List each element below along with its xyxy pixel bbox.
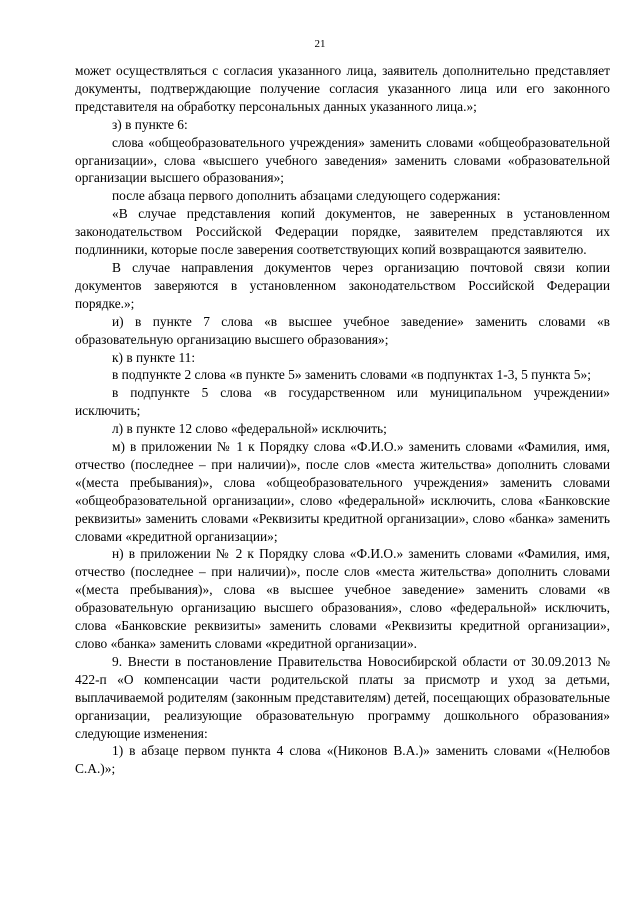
document-body: [75, 62, 610, 778]
paragraph: з) в пункте 6:: [112, 116, 188, 132]
paragraph: после абзаца первого дополнить абзацами следующего содержания:: [112, 188, 501, 204]
paragraph: 9. Внести в постановление Правительства Новосибирской области от 30.09.2013 № 422-п «О компенсации части родительской платы за присмотр и уход за детьми, выплачиваемой родителям (законным представителям) детей, посещающих образовательные организации, реализующие образовательную программу дошкольного образования» следующие изменения:: [75, 653, 610, 741]
paragraph: может осуществляться с согласия указанного лица, заявитель дополнительно представляет документы, подтверждающие получение согласия указанного лица или его законного представителя на обработку персональных данных указанного лица.»;: [75, 63, 610, 114]
paragraph: «В случае представления копий документов, не заверенных в установленном законодательством Российской Федерации порядке, заявителем представляются их подлинники, которые после заверения соответствующих копий возвращаются заявителю.: [75, 206, 610, 258]
paragraph: В случае направления документов через организацию почтовой связи копии документов заверяются в установленном законодательством Российской Федерации порядке.»;: [75, 259, 610, 311]
paragraph: и) в пункте 7 слова «в высшее учебное заведение» заменить словами «в образовательную организацию высшего образования»;: [75, 313, 610, 347]
paragraph: в подпункте 2 слова «в пункте 5» заменить словами «в подпунктах 1-3, 5 пункта 5»;: [112, 367, 591, 383]
page-number: 21: [314, 38, 326, 50]
paragraph: слова «общеобразовательного учреждения» заменить словами «общеобразовательной организации», слова «высшего учебного заведения» заменить словами «образовательной организации высшего образования»;: [75, 134, 610, 186]
paragraph: н) в приложении № 2 к Порядку слова «Ф.И.О.» заменить словами «Фамилия, имя, отчество (последнее – при наличии)», после слов «места жительства» дополнить словами «(места пребывания)», слова «в высшее учебное заведение» заменить словами «в образовательную организацию высшего образования», слово «федеральной» исключить, слова «Банковские реквизиты» заменить словами «Реквизиты кредитной организации», слово «банка» заменить словами «кредитной организации».: [75, 546, 610, 651]
paragraph: 1) в абзаце первом пункта 4 слова «(Никонов В.А.)» заменить словами «(Нелюбов С.А.)»;: [75, 743, 610, 777]
paragraph: м) в приложении № 1 к Порядку слова «Ф.И.О.» заменить словами «Фамилия, имя, отчество (последнее – при наличии)», после слов «места жительства» дополнить словами «(места пребывания)», слова «общеобразовательного учреждения» заменить словами «общеобразовательной организации», слово «федеральной» исключить, слова «Банковские реквизиты» заменить словами «Реквизиты кредитной организации», слово «банка» заменить словами «кредитной организации»;: [75, 439, 610, 544]
paragraph: л) в пункте 12 слово «федеральной» исключить;: [112, 421, 387, 437]
paragraph: в подпункте 5 слова «в государственном или муниципальном учреждении» исключить;: [75, 385, 610, 419]
paragraph: к) в пункте 11:: [112, 349, 196, 365]
